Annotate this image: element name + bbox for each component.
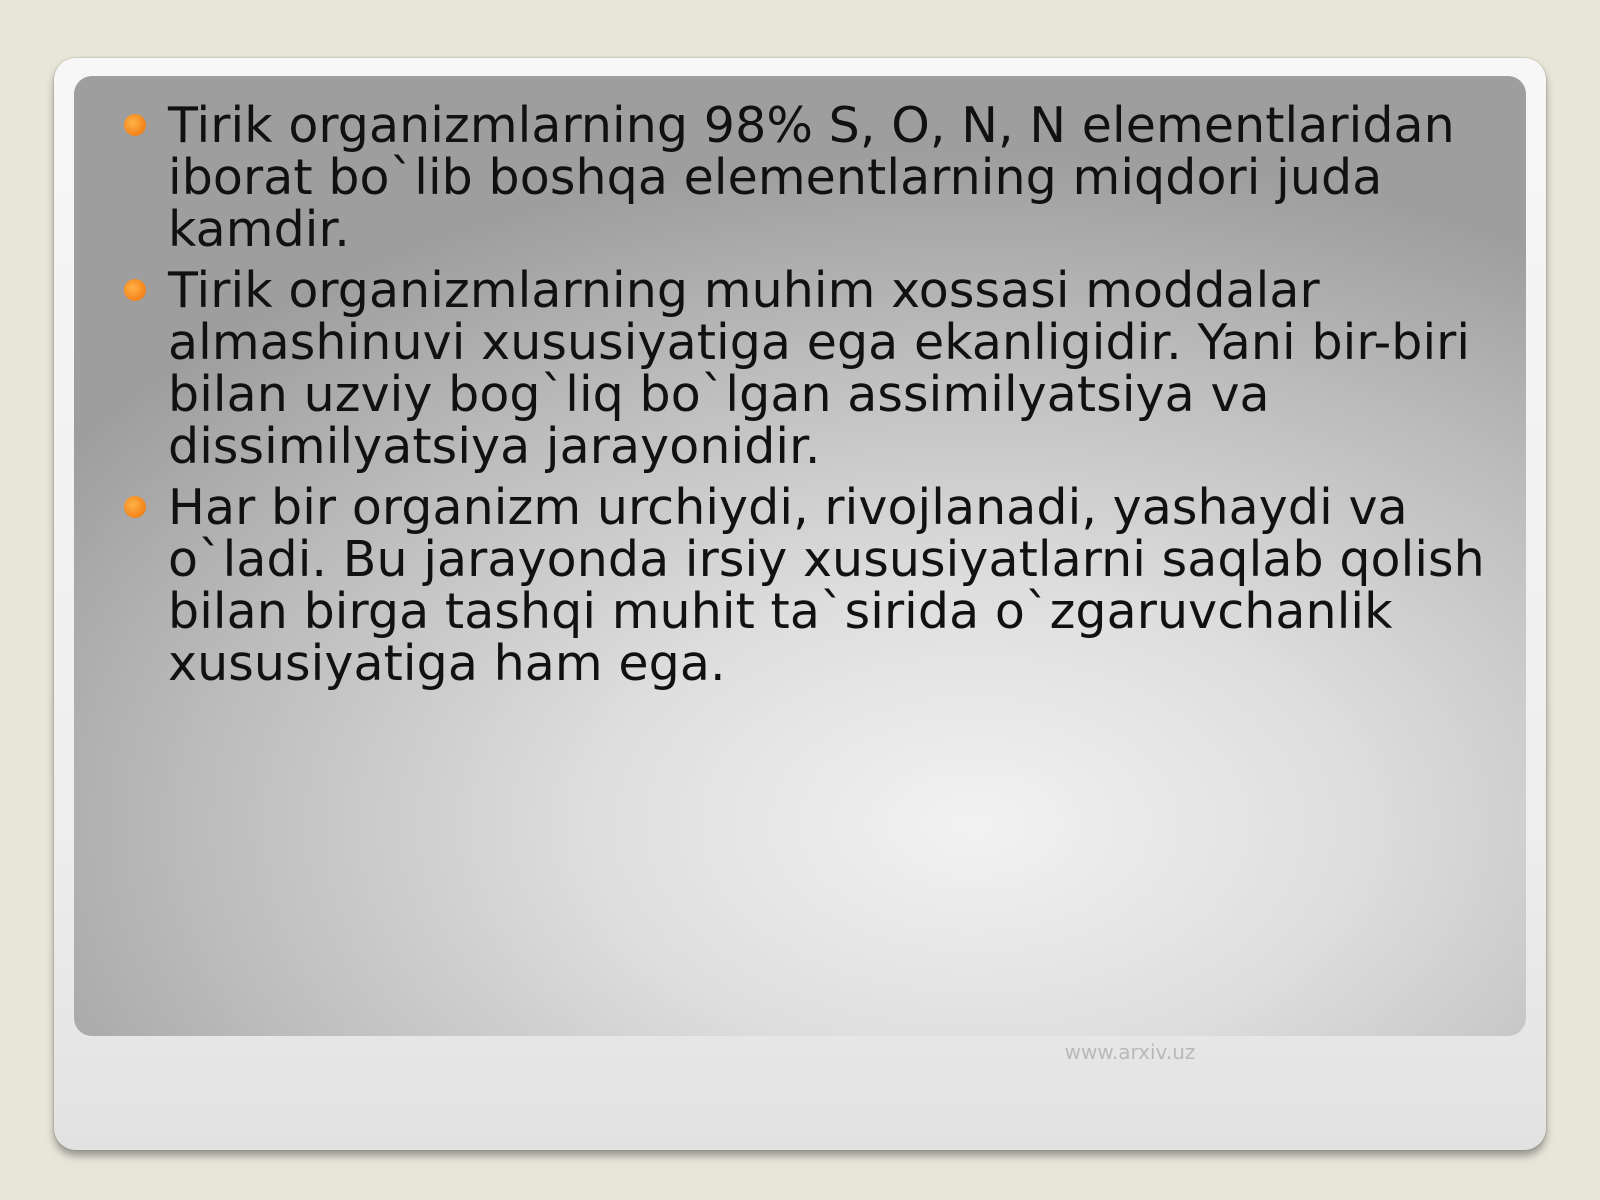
bullet-dot-icon	[124, 114, 146, 136]
bullet-dot-icon	[124, 279, 146, 301]
footer-url: www.arxiv.uz	[1064, 1040, 1196, 1064]
bullet-text: Har bir organizm urchiydi, rivojlanadi, yashaydi va o`ladi. Bu jarayonda irsiy xususiyatlarni saqlab qolish bilan birga tashqi muhit ta`sirida o`zgaruvchanlik xususiyatiga ham ega.	[168, 479, 1485, 692]
content-panel	[74, 76, 1526, 1036]
list-item	[74, 479, 1514, 692]
slide-frame	[54, 58, 1546, 1150]
bullet-text: Tirik organizmlarning 98% S, O, N, N elementlaridan iborat bo`lib boshqa elementlarning miqdori juda kamdir.	[168, 97, 1455, 258]
list-item	[74, 97, 1514, 258]
bullet-text: Tirik organizmlarning muhim xossasi moddalar almashinuvi xususiyatiga ega ekanligidir. Yani bir-biri bilan uzviy bog`liq bo`lgan assimilyatsiya va dissimilyatsiya jarayonidir.	[168, 262, 1471, 475]
bullet-dot-icon	[124, 496, 146, 518]
bullet-list	[74, 97, 1514, 699]
list-item	[74, 262, 1514, 475]
